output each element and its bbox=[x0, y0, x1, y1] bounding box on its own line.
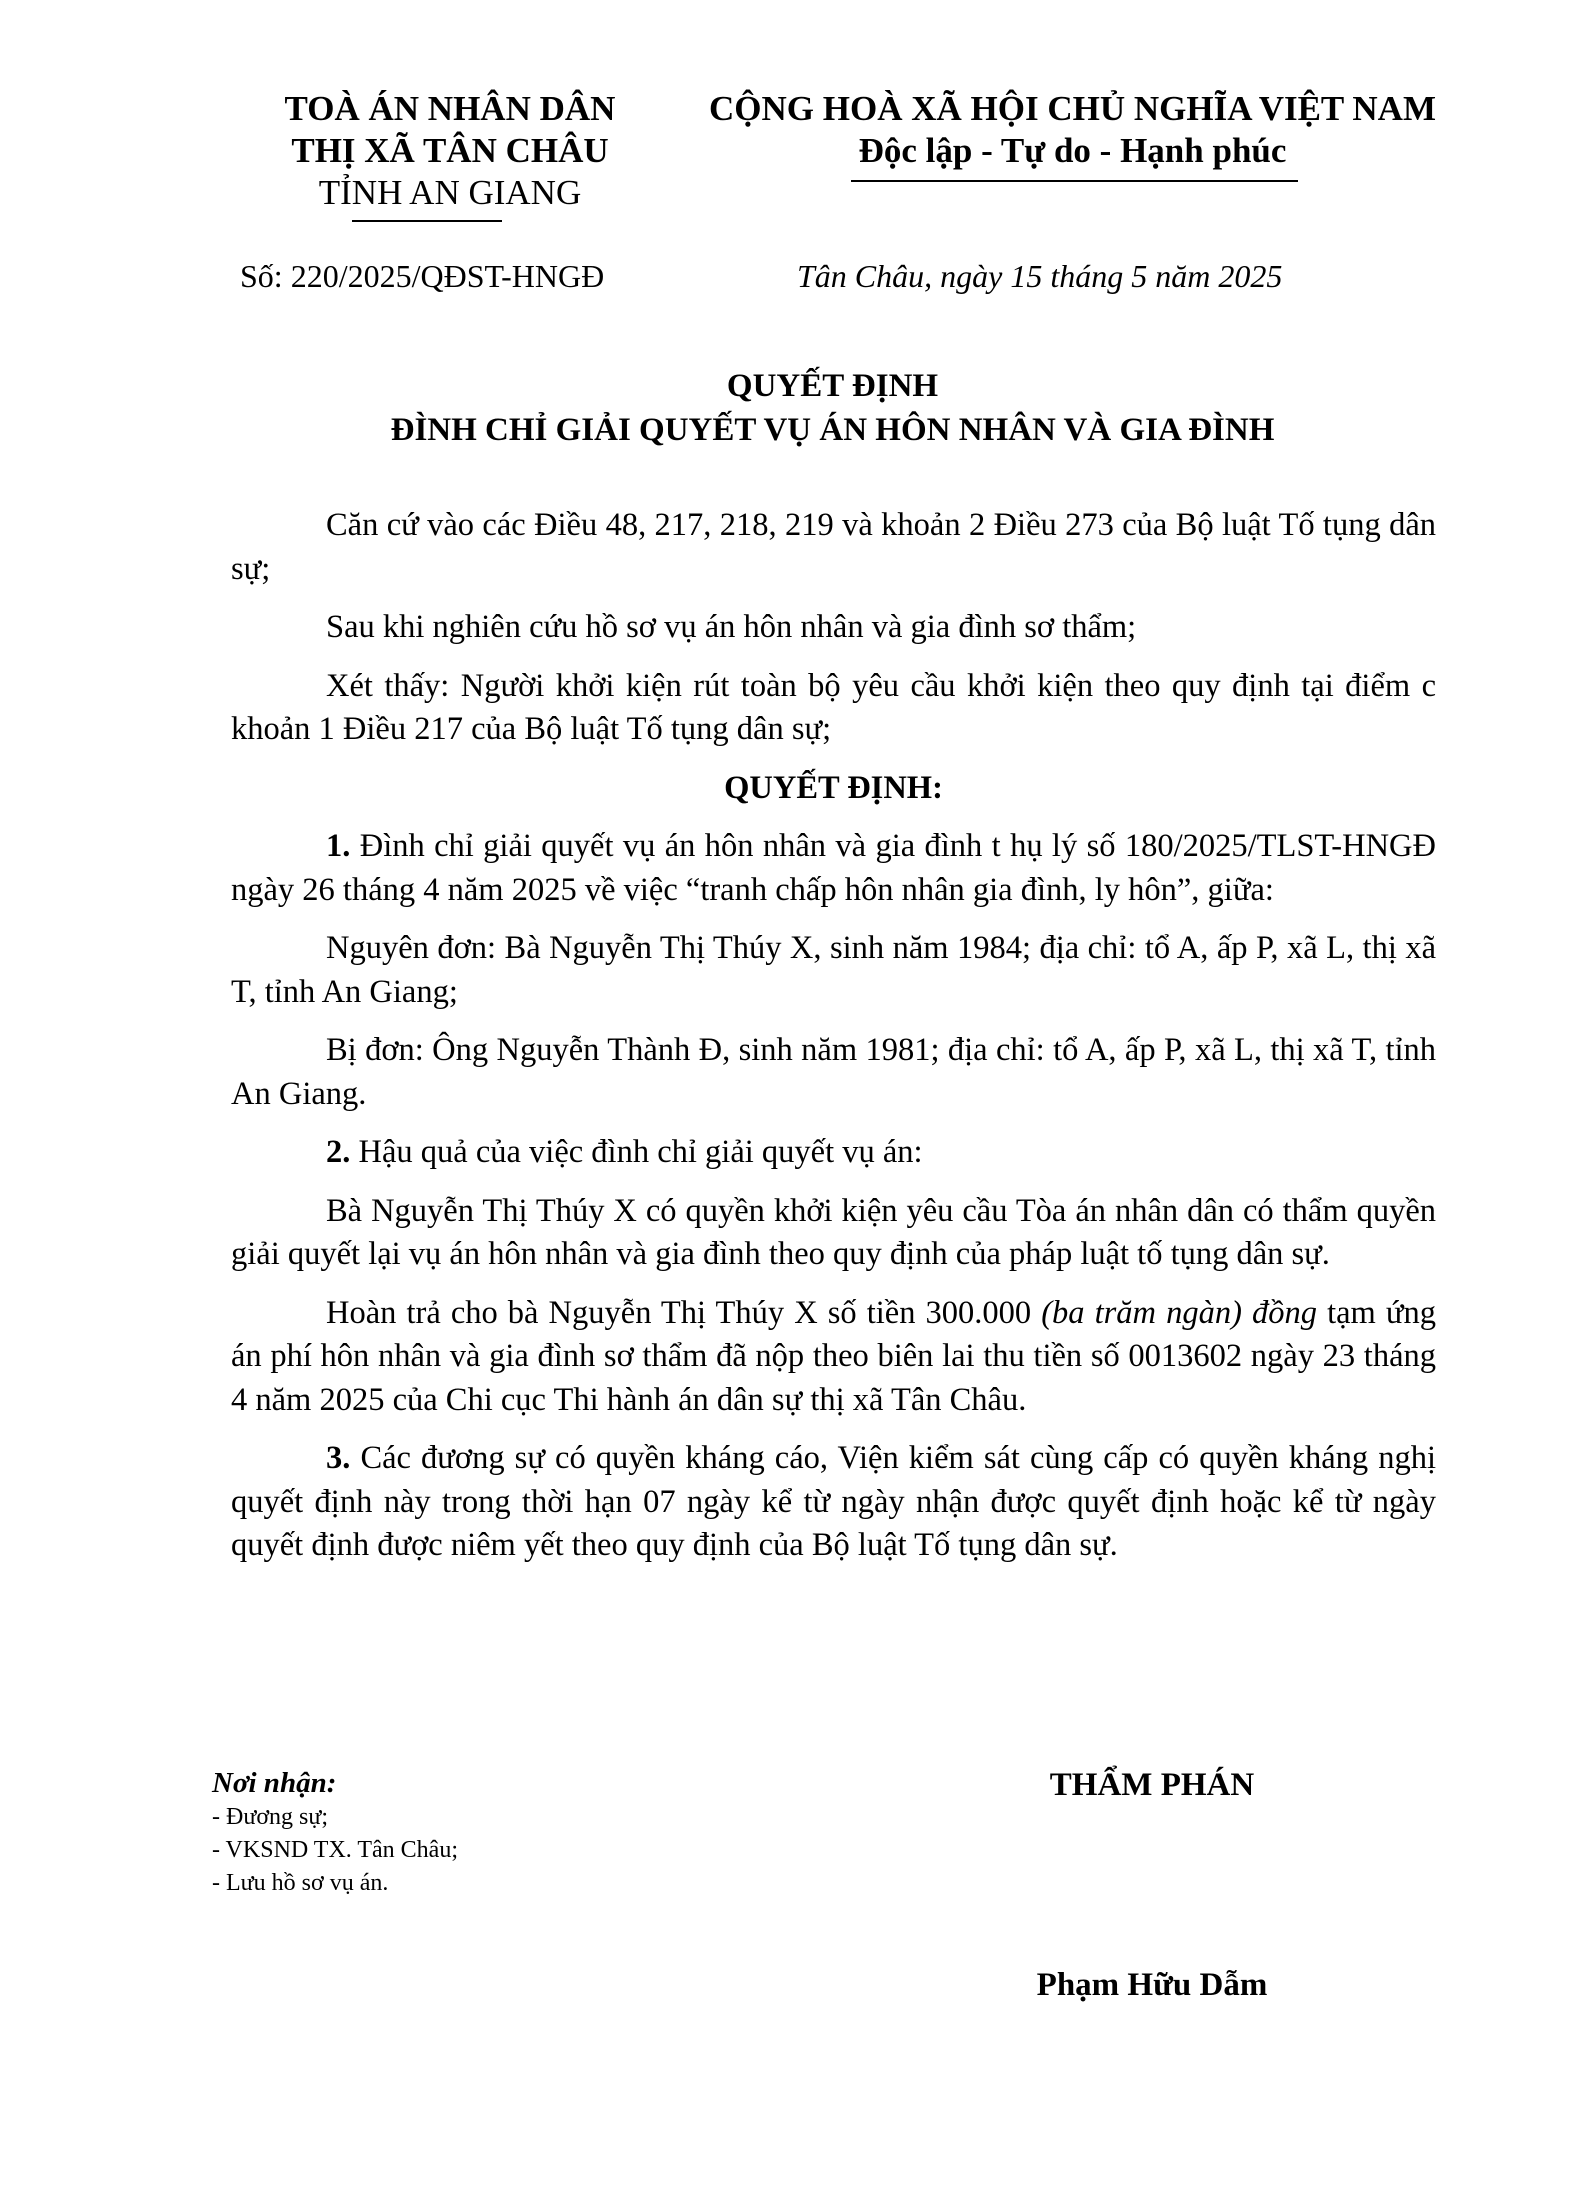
recipient-item: - Đương sự; bbox=[212, 1804, 329, 1830]
court-name-line2: THỊ XÃ TÂN CHÂU bbox=[291, 131, 609, 170]
section-1-text: Đình chỉ giải quyết vụ án hôn nhân và gia đình t hụ lý số 180/2025/TLST-HNGĐ ngày 26 tháng 4 năm 2025 về việc “tranh chấp hôn nhân gia đình, ly hôn”, giữa: bbox=[231, 828, 1436, 908]
section-2-fee-refund bbox=[231, 1292, 1436, 1423]
fee-refund-amount-words: (ba trăm ngàn) đồng bbox=[1041, 1294, 1317, 1331]
defendant-info: Bị đơn: Ông Nguyễn Thành Đ, sinh năm 1981; địa chỉ: tổ A, ấp P, xã L, thị xã T, tỉnh An Giang. bbox=[231, 1032, 1436, 1112]
place-and-date: Tân Châu, ngày 15 tháng 5 năm 2025 bbox=[797, 258, 1283, 294]
national-motto-underline bbox=[851, 180, 1298, 182]
document-number: Số: 220/2025/QĐST-HNGĐ bbox=[240, 258, 605, 294]
recipient-item: - Lưu hồ sơ vụ án. bbox=[212, 1870, 389, 1896]
section-1-number: 1. bbox=[326, 828, 351, 864]
preamble-finding: Xét thấy: Người khởi kiện rút toàn bộ yêu cầu khởi kiện theo quy định tại điểm c khoản 1 Điều 217 của Bộ luật Tố tụng dân sự; bbox=[231, 667, 1436, 747]
decision-heading: QUYẾT ĐỊNH: bbox=[724, 769, 943, 806]
section-3-number: 3. bbox=[326, 1440, 351, 1476]
court-header bbox=[200, 88, 700, 214]
section-1 bbox=[231, 825, 1436, 912]
national-title: CỘNG HOÀ XÃ HỘI CHỦ NGHĨA VIỆT NAM bbox=[709, 89, 1436, 128]
fee-refund-end: tạm ứng án phí hôn nhân và gia đình sơ thẩm đã nộp theo biên lai thu tiền số 0013602 ngày 23 tháng 4 năm 2025 của Chi cục Thi hành án dân sự thị xã Tân Châu. bbox=[231, 1294, 1436, 1418]
section-2 bbox=[231, 1131, 1436, 1175]
national-motto: Độc lập - Tự do - Hạnh phúc bbox=[858, 131, 1287, 170]
section-2-right-to-resue: Bà Nguyễn Thị Thúy X có quyền khởi kiện yêu cầu Tòa án nhân dân có thẩm quyền giải quyết lại vụ án hôn nhân và gia đình theo quy định của pháp luật tố tụng dân sự. bbox=[231, 1192, 1436, 1272]
national-header bbox=[700, 88, 1445, 172]
title-line1: QUYẾT ĐỊNH bbox=[726, 368, 939, 404]
signer-name: Phạm Hữu Dẫm bbox=[1036, 1967, 1268, 2003]
section-3 bbox=[231, 1437, 1436, 1568]
plaintiff-info: Nguyên đơn: Bà Nguyễn Thị Thúy X, sinh năm 1984; địa chỉ: tổ A, ấp P, xã L, thị xã T, tỉnh An Giang; bbox=[231, 930, 1436, 1010]
title-line2: ĐÌNH CHỈ GIẢI QUYẾT VỤ ÁN HÔN NHÂN VÀ GIA ĐÌNH bbox=[390, 412, 1275, 448]
section-3-text: Các đương sự có quyền kháng cáo, Viện kiểm sát cùng cấp có quyền kháng nghị quyết định này trong thời hạn 07 ngày kể từ ngày nhận được quyết định hoặc kể từ ngày quyết định được niêm yết theo quy định của Bộ luật Tố tụng dân sự. bbox=[231, 1440, 1436, 1563]
document-title bbox=[230, 364, 1435, 452]
document-body bbox=[231, 504, 1436, 1583]
recipients-title: Nơi nhận: bbox=[212, 1767, 337, 1799]
section-2-text: Hậu quả của việc đình chỉ giải quyết vụ án: bbox=[358, 1134, 923, 1170]
recipients-block bbox=[212, 1765, 458, 1900]
preamble-legal-basis: Căn cứ vào các Điều 48, 217, 218, 219 và khoản 2 Điều 273 của Bộ luật Tố tụng dân sự; bbox=[231, 507, 1436, 587]
fee-refund-start: Hoàn trả cho bà Nguyễn Thị Thúy X số tiền 300.000 bbox=[326, 1294, 1042, 1331]
section-2-number: 2. bbox=[326, 1134, 351, 1170]
signer-role: THẨM PHÁN bbox=[1049, 1767, 1255, 1803]
court-name-line1: TOÀ ÁN NHÂN DÂN bbox=[284, 89, 616, 128]
court-province: TỈNH AN GIANG bbox=[318, 173, 582, 212]
court-header-underline bbox=[352, 220, 502, 222]
recipient-item: - VKSND TX. Tân Châu; bbox=[212, 1837, 458, 1863]
preamble-review: Sau khi nghiên cứu hồ sơ vụ án hôn nhân và gia đình sơ thẩm; bbox=[326, 609, 1137, 645]
